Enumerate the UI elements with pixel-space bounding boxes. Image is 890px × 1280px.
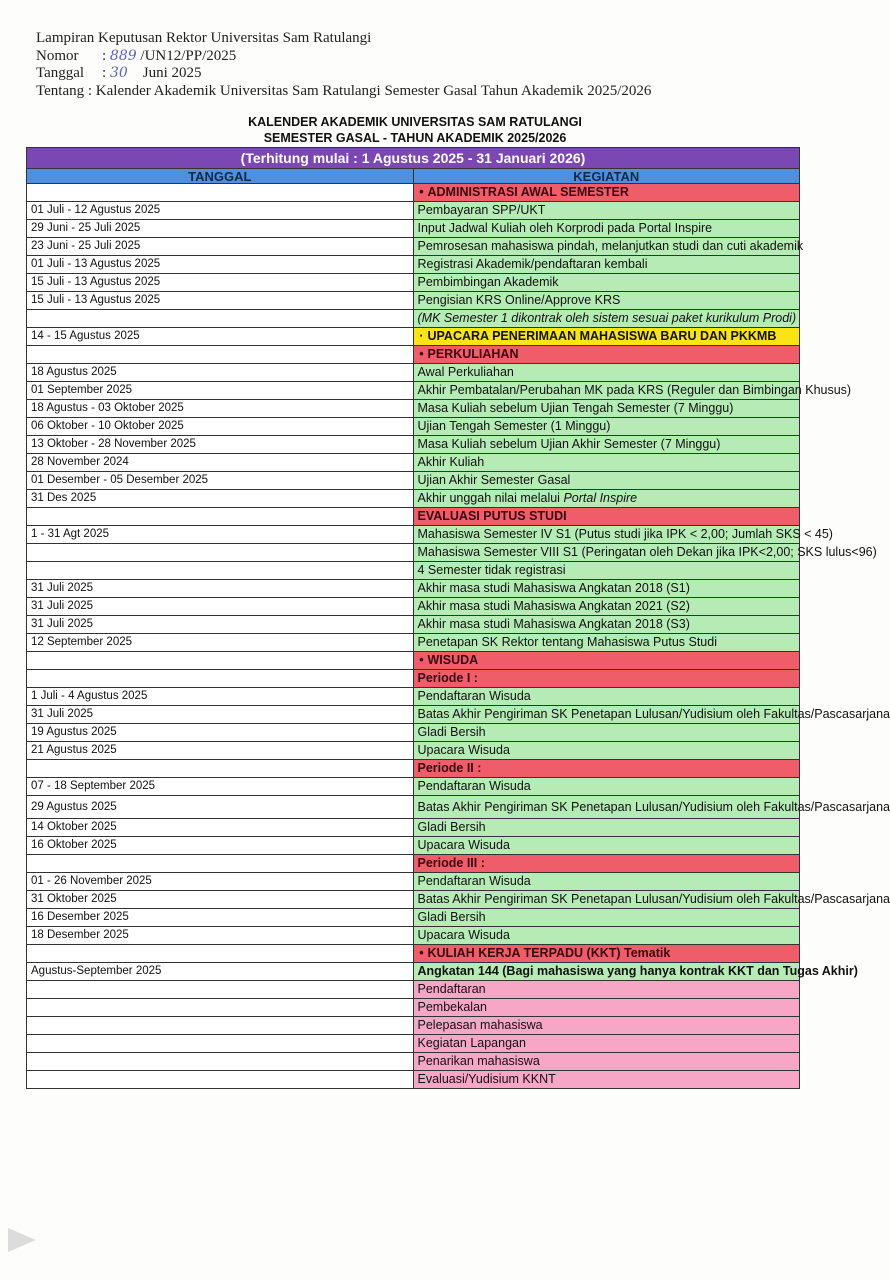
kegiatan-text: Ujian Akhir Semester Gasal	[417, 473, 571, 487]
tanggal-cell: 14 - 15 Agustus 2025	[27, 328, 414, 346]
tanggal-cell: 12 September 2025	[27, 634, 414, 652]
kegiatan-cell	[413, 1071, 800, 1089]
kegiatan-text: Mahasiswa Semester IV S1 (Putus studi jika IPK < 2,00; Jumlah SKS < 45)	[417, 527, 833, 541]
tanggal-handwritten: 30	[109, 65, 128, 81]
table-row	[27, 796, 800, 819]
letter-header	[36, 30, 651, 100]
tanggal-cell: 31 Des 2025	[27, 490, 414, 508]
table-row	[27, 945, 800, 963]
kegiatan-cell	[413, 652, 800, 670]
kegiatan-cell	[413, 580, 800, 598]
bullet-icon: •	[419, 946, 424, 960]
kegiatan-cell	[413, 778, 800, 796]
tentang-line: Tentang : Kalender Akademik Universitas Sam Ratulangi Semester Gasal Tahun Akademik 2025/2026	[36, 82, 652, 99]
tanggal-cell: 28 November 2024	[27, 454, 414, 472]
title-line-2: SEMESTER GASAL - TAHUN AKADEMIK 2025/2026	[263, 131, 567, 145]
kegiatan-text: Akhir Kuliah	[417, 455, 485, 469]
kegiatan-cell	[413, 544, 877, 562]
kegiatan-cell	[413, 999, 800, 1017]
kegiatan-cell	[413, 1053, 800, 1071]
bullet-icon: •	[419, 347, 424, 361]
table-banner-row	[27, 148, 800, 169]
table-row	[27, 472, 800, 490]
table-row	[27, 999, 800, 1017]
kegiatan-text: UPACARA PENERIMAAN MAHASISWA BARU DAN PKKMB	[427, 329, 777, 343]
tanggal-cell: 15 Juli - 13 Agustus 2025	[27, 274, 414, 292]
table-row	[27, 819, 800, 837]
tanggal-cell: 14 Oktober 2025	[27, 819, 414, 837]
kegiatan-cell	[413, 274, 800, 292]
table-row	[27, 256, 800, 274]
kegiatan-text: Ujian Tengah Semester (1 Minggu)	[417, 419, 611, 433]
kegiatan-text: Pembimbingan Akademik	[417, 275, 559, 289]
kegiatan-cell	[413, 310, 800, 328]
kegiatan-text: Pembayaran SPP/UKT	[417, 203, 546, 217]
kegiatan-text: Penetapan SK Rektor tentang Mahasiswa Putus Studi	[417, 635, 717, 649]
table-row	[27, 292, 800, 310]
kegiatan-cell	[413, 346, 800, 364]
kegiatan-text: Gladi Bersih	[417, 910, 486, 924]
table-row	[27, 202, 800, 220]
tanggal-cell: 31 Juli 2025	[27, 706, 414, 724]
kegiatan-cell	[413, 909, 800, 927]
tanggal-cell	[27, 1071, 414, 1089]
tanggal-cell: 16 Desember 2025	[27, 909, 414, 927]
table-banner: (Terhitung mulai : 1 Agustus 2025 - 31 Januari 2026)	[27, 148, 800, 169]
tanggal-cell: 1 - 31 Agt 2025	[27, 526, 414, 544]
table-row	[27, 909, 800, 927]
tanggal-cell: 06 Oktober - 10 Oktober 2025	[27, 418, 414, 436]
table-row	[27, 436, 800, 454]
kegiatan-text: Mahasiswa Semester VIII S1 (Peringatan oleh Dekan jika IPK<2,00; SKS lulus<96)	[417, 545, 877, 559]
kegiatan-cell	[413, 963, 858, 981]
tanggal-cell	[27, 1017, 414, 1035]
kegiatan-cell	[413, 1035, 800, 1053]
tanggal-cell	[27, 981, 414, 999]
table-row	[27, 382, 800, 400]
table-row	[27, 454, 800, 472]
tanggal-line: Tanggal : 30 Juni 2025	[36, 65, 202, 81]
kegiatan-text: Periode I :	[417, 671, 478, 685]
tanggal-cell	[27, 670, 414, 688]
kegiatan-text: Upacara Wisuda	[417, 838, 510, 852]
tanggal-cell: 18 Agustus - 03 Oktober 2025	[27, 400, 414, 418]
kegiatan-cell	[413, 454, 800, 472]
table-row	[27, 598, 800, 616]
kegiatan-cell	[413, 1017, 800, 1035]
title-line-1: KALENDER AKADEMIK UNIVERSITAS SAM RATULANGI	[248, 115, 582, 129]
kegiatan-text: EVALUASI PUTUS STUDI	[417, 509, 567, 523]
kegiatan-text: Kegiatan Lapangan	[417, 1036, 526, 1050]
table-row	[27, 1017, 800, 1035]
kegiatan-text: Awal Perkuliahan	[417, 365, 514, 379]
kegiatan-text: Pembekalan	[417, 1000, 487, 1014]
kegiatan-text: Upacara Wisuda	[417, 928, 510, 942]
table-row	[27, 562, 800, 580]
kegiatan-text: Input Jadwal Kuliah oleh Korprodi pada Portal Inspire	[417, 221, 713, 235]
kegiatan-text: Periode III :	[417, 856, 485, 870]
table-row	[27, 742, 800, 760]
kegiatan-text: Pendaftaran Wisuda	[417, 689, 531, 703]
kegiatan-cell	[413, 562, 800, 580]
kegiatan-cell	[413, 490, 800, 508]
tanggal-cell	[27, 760, 414, 778]
kegiatan-cell	[413, 706, 890, 724]
table-row	[27, 1053, 800, 1071]
kegiatan-cell	[413, 873, 800, 891]
kegiatan-text: WISUDA	[427, 653, 479, 667]
table-row	[27, 837, 800, 855]
document-title	[0, 114, 840, 146]
kegiatan-cell	[413, 616, 800, 634]
nomor-line: Nomor : 889 /UN12/PP/2025	[36, 47, 237, 64]
kegiatan-text: Batas Akhir Pengiriman SK Penetapan Lulusan/Yudisium oleh Fakultas/Pascasarjana	[417, 799, 890, 814]
kegiatan-cell	[413, 724, 800, 742]
kegiatan-text: (MK Semester 1 dikontrak oleh sistem sesuai paket kurikulum Prodi)	[417, 311, 797, 325]
kegiatan-cell	[413, 927, 800, 945]
table-row	[27, 724, 800, 742]
kegiatan-text: KULIAH KERJA TERPADU (KKT) Tematik	[427, 946, 671, 960]
table-row	[27, 927, 800, 945]
table-row	[27, 855, 800, 873]
table-row	[27, 274, 800, 292]
tanggal-cell: 07 - 18 September 2025	[27, 778, 414, 796]
table-row	[27, 760, 800, 778]
kegiatan-text: Akhir masa studi Mahasiswa Angkatan 2018 (S1)	[417, 581, 690, 595]
tanggal-cell: 01 - 26 November 2025	[27, 873, 414, 891]
kegiatan-cell	[413, 796, 890, 819]
kegiatan-text: Pengisian KRS Online/Approve KRS	[417, 293, 621, 307]
table-row	[27, 544, 800, 562]
kegiatan-cell	[413, 670, 800, 688]
kegiatan-cell	[413, 819, 800, 837]
kegiatan-cell	[413, 418, 800, 436]
tanggal-cell	[27, 855, 414, 873]
table-row	[27, 634, 800, 652]
kegiatan-cell	[413, 472, 800, 490]
nomor-handwritten: 889	[109, 47, 137, 64]
tanggal-cell	[27, 1053, 414, 1071]
tanggal-cell: 18 Desember 2025	[27, 927, 414, 945]
tanggal-cell	[27, 945, 414, 963]
tanggal-cell: 01 September 2025	[27, 382, 414, 400]
table-row	[27, 238, 800, 256]
tanggal-cell: 29 Juni - 25 Juli 2025	[27, 220, 414, 238]
table-row	[27, 508, 800, 526]
kegiatan-cell	[413, 526, 833, 544]
table-row	[27, 400, 800, 418]
kegiatan-cell	[413, 220, 800, 238]
tanggal-cell	[27, 310, 414, 328]
tanggal-cell: 29 Agustus 2025	[27, 796, 414, 819]
kegiatan-cell	[413, 688, 800, 706]
table-row	[27, 526, 800, 544]
tanggal-cell	[27, 508, 414, 526]
kegiatan-text: Akhir unggah nilai melalui	[417, 491, 560, 505]
tanggal-cell	[27, 544, 414, 562]
kegiatan-text: ADMINISTRASI AWAL SEMESTER	[427, 185, 629, 199]
kegiatan-cell	[413, 292, 800, 310]
tanggal-cell: 01 Juli - 12 Agustus 2025	[27, 202, 414, 220]
table-row	[27, 328, 800, 346]
kegiatan-text: Batas Akhir Pengiriman SK Penetapan Lulusan/Yudisium oleh Fakultas/Pascasarjana	[417, 892, 890, 906]
kegiatan-cell	[413, 400, 800, 418]
kegiatan-text: 4 Semester tidak registrasi	[417, 563, 566, 577]
kegiatan-text: Akhir Pembatalan/Perubahan MK pada KRS (Reguler dan Bimbingan Khusus)	[417, 383, 852, 397]
kegiatan-text: PERKULIAHAN	[427, 347, 519, 361]
calendar-table	[26, 147, 890, 1089]
tanggal-cell	[27, 346, 414, 364]
table-row	[27, 616, 800, 634]
page-corner-mark	[8, 1228, 36, 1252]
kegiatan-cell	[413, 760, 800, 778]
kegiatan-text: Gladi Bersih	[417, 725, 486, 739]
tanggal-cell: 31 Juli 2025	[27, 580, 414, 598]
tanggal-cell: 21 Agustus 2025	[27, 742, 414, 760]
tanggal-cell	[27, 652, 414, 670]
bullet-icon: •	[419, 185, 424, 199]
kegiatan-cell	[413, 184, 800, 202]
lampiran-line: Lampiran Keputusan Rektor Universitas Sam Ratulangi	[36, 30, 372, 46]
kegiatan-text: Batas Akhir Pengiriman SK Penetapan Lulusan/Yudisium oleh Fakultas/Pascasarjana	[417, 707, 890, 721]
tanggal-cell: 1 Juli - 4 Agustus 2025	[27, 688, 414, 706]
tanggal-cell: 16 Oktober 2025	[27, 837, 414, 855]
kegiatan-italic-text: Portal Inspire	[563, 491, 638, 505]
table-row	[27, 981, 800, 999]
kegiatan-cell	[413, 256, 800, 274]
kegiatan-text: Pendaftaran Wisuda	[417, 779, 531, 793]
tanggal-cell	[27, 184, 414, 202]
column-header-kegiatan: KEGIATAN	[413, 169, 800, 184]
kegiatan-text: Pelepasan mahasiswa	[417, 1018, 543, 1032]
kegiatan-cell	[413, 436, 800, 454]
table-row	[27, 873, 800, 891]
bullet-icon: •	[419, 653, 424, 667]
kegiatan-text: Masa Kuliah sebelum Ujian Akhir Semester (7 Minggu)	[417, 437, 721, 451]
kegiatan-cell	[413, 945, 800, 963]
kegiatan-text: Akhir masa studi Mahasiswa Angkatan 2018 (S3)	[417, 617, 690, 631]
table-row	[27, 670, 800, 688]
tanggal-cell: 31 Juli 2025	[27, 616, 414, 634]
kegiatan-cell	[413, 837, 800, 855]
table-row	[27, 652, 800, 670]
kegiatan-cell	[413, 891, 890, 909]
table-row	[27, 1071, 800, 1089]
kegiatan-cell	[413, 238, 804, 256]
kegiatan-text: Upacara Wisuda	[417, 743, 510, 757]
kegiatan-cell	[413, 634, 800, 652]
kegiatan-text: Angkatan 144 (Bagi mahasiswa yang hanya kontrak KKT dan Tugas Akhir)	[417, 964, 858, 978]
kegiatan-text: Gladi Bersih	[417, 820, 486, 834]
kegiatan-cell	[413, 508, 800, 526]
tanggal-cell: 01 Juli - 13 Agustus 2025	[27, 256, 414, 274]
table-row	[27, 963, 800, 981]
table-row	[27, 184, 800, 202]
kegiatan-text: Akhir masa studi Mahasiswa Angkatan 2021 (S2)	[417, 599, 690, 613]
kegiatan-text: Pendaftaran	[417, 982, 486, 996]
table-row	[27, 346, 800, 364]
kegiatan-text: Penarikan mahasiswa	[417, 1054, 540, 1068]
kegiatan-text: Evaluasi/Yudisium KKNT	[417, 1072, 556, 1086]
table-row	[27, 706, 800, 724]
table-row	[27, 688, 800, 706]
kegiatan-text: Registrasi Akademik/pendaftaran kembali	[417, 257, 648, 271]
table-row	[27, 778, 800, 796]
kegiatan-cell	[413, 855, 800, 873]
tanggal-cell: 31 Juli 2025	[27, 598, 414, 616]
table-row	[27, 364, 800, 382]
tanggal-cell: Agustus-September 2025	[27, 963, 414, 981]
tanggal-cell: 15 Juli - 13 Agustus 2025	[27, 292, 414, 310]
tanggal-cell	[27, 562, 414, 580]
tanggal-cell: 23 Juni - 25 Juli 2025	[27, 238, 414, 256]
table-row	[27, 1035, 800, 1053]
kegiatan-text: Pendaftaran Wisuda	[417, 874, 531, 888]
kegiatan-cell	[413, 364, 800, 382]
tanggal-cell	[27, 999, 414, 1017]
kegiatan-text: Periode II :	[417, 761, 482, 775]
kegiatan-cell	[413, 598, 800, 616]
kegiatan-cell	[413, 981, 800, 999]
column-header-tanggal: TANGGAL	[27, 169, 414, 184]
table-row	[27, 418, 800, 436]
table-header-row	[27, 169, 800, 184]
kegiatan-cell	[413, 202, 800, 220]
tanggal-cell: 01 Desember - 05 Desember 2025	[27, 472, 414, 490]
table-row	[27, 490, 800, 508]
tanggal-cell: 19 Agustus 2025	[27, 724, 414, 742]
kegiatan-cell	[413, 328, 800, 346]
table-row	[27, 220, 800, 238]
tanggal-cell	[27, 1035, 414, 1053]
tanggal-cell: 13 Oktober - 28 November 2025	[27, 436, 414, 454]
dot-icon: ·	[419, 329, 424, 343]
kegiatan-cell	[413, 742, 800, 760]
tanggal-cell: 31 Oktober 2025	[27, 891, 414, 909]
kegiatan-cell	[413, 382, 852, 400]
tanggal-cell: 18 Agustus 2025	[27, 364, 414, 382]
kegiatan-text: Masa Kuliah sebelum Ujian Tengah Semester (7 Minggu)	[417, 401, 734, 415]
table-row	[27, 891, 800, 909]
table-row	[27, 580, 800, 598]
kegiatan-text: Pemrosesan mahasiswa pindah, melanjutkan studi dan cuti akademik	[417, 239, 804, 253]
table-row	[27, 310, 800, 328]
